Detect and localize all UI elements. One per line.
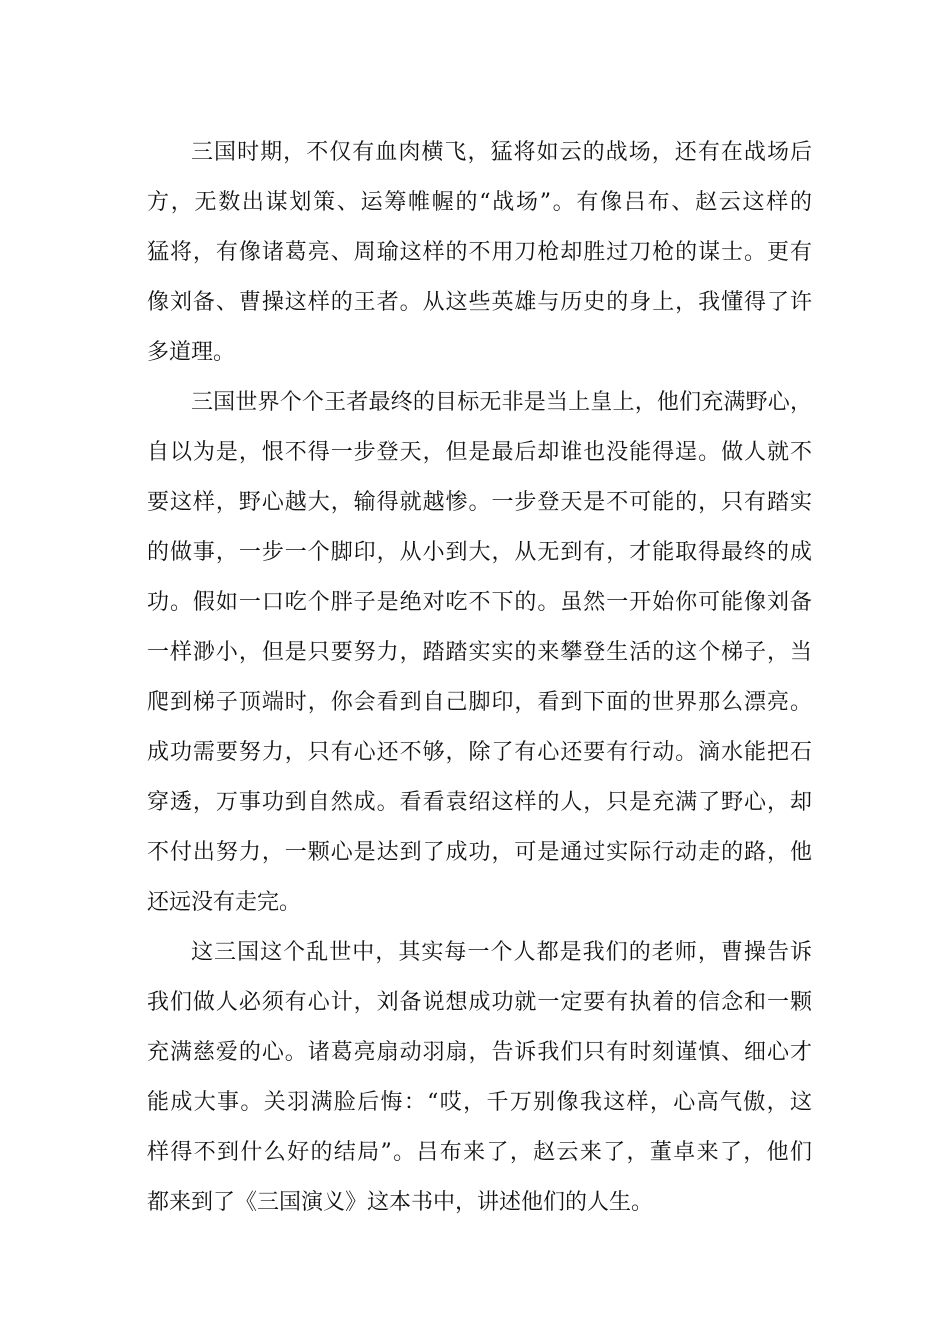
paragraph-line: 我们做人必须有心计，刘备说想成功就一定要有执着的信念和一颗 — [147, 990, 812, 1015]
paragraph-line: 要这样，野心越大，输得就越惨。一步登天是不可能的，只有踏实 — [147, 490, 812, 515]
paragraph-line: 的做事，一步一个脚印，从小到大，从无到有，才能取得最终的成 — [147, 540, 812, 565]
paragraph-line: 多道理。 — [147, 340, 236, 365]
paragraph-2 — [147, 378, 812, 928]
paragraph-line: 自以为是，恨不得一步登天，但是最后却谁也没能得逞。做人就不 — [147, 440, 812, 465]
paragraph-line: 样得不到什么好的结局”。吕布来了，赵云来了，董卓来了，他们 — [147, 1140, 812, 1165]
paragraph-line: 三国世界个个王者最终的目标无非是当上皇上，他们充满野心， — [191, 390, 812, 415]
paragraph-line: 猛将，有像诸葛亮、周瑜这样的不用刀枪却胜过刀枪的谋士。更有 — [147, 240, 812, 265]
paragraph-line: 不付出努力，一颗心是达到了成功，可是通过实际行动走的路，他 — [147, 840, 812, 865]
paragraph-line: 充满慈爱的心。诸葛亮扇动羽扇，告诉我们只有时刻谨慎、细心才 — [147, 1040, 812, 1065]
paragraph-line: 像刘备、曹操这样的王者。从这些英雄与历史的身上，我懂得了许 — [147, 290, 812, 315]
paragraph-line: 能成大事。关羽满脸后悔：“哎，千万别像我这样，心高气傲，这 — [147, 1090, 812, 1115]
paragraph-line: 这三国这个乱世中，其实每一个人都是我们的老师，曹操告诉 — [191, 940, 812, 965]
paragraph-line: 穿透，万事功到自然成。看看袁绍这样的人，只是充满了野心，却 — [147, 790, 812, 815]
paragraph-line: 方，无数出谋划策、运筹帷幄的“战场”。有像吕布、赵云这样的 — [147, 190, 812, 215]
paragraph-1 — [147, 128, 812, 378]
paragraph-line: 功。假如一口吃个胖子是绝对吃不下的。虽然一开始你可能像刘备 — [147, 590, 812, 615]
paragraph-line: 还远没有走完。 — [147, 890, 302, 915]
document-body — [147, 128, 812, 1228]
paragraph-line: 一样渺小，但是只要努力，踏踏实实的来攀登生活的这个梯子，当 — [147, 640, 812, 665]
paragraph-line: 爬到梯子顶端时，你会看到自己脚印，看到下面的世界那么漂亮。 — [147, 690, 812, 715]
paragraph-line: 三国时期，不仅有血肉横飞，猛将如云的战场，还有在战场后 — [191, 140, 812, 165]
paragraph-line: 成功需要努力，只有心还不够，除了有心还要有行动。滴水能把石 — [147, 740, 812, 765]
paragraph-line: 都来到了《三国演义》这本书中，讲述他们的人生。 — [147, 1190, 654, 1215]
paragraph-3 — [147, 928, 812, 1228]
